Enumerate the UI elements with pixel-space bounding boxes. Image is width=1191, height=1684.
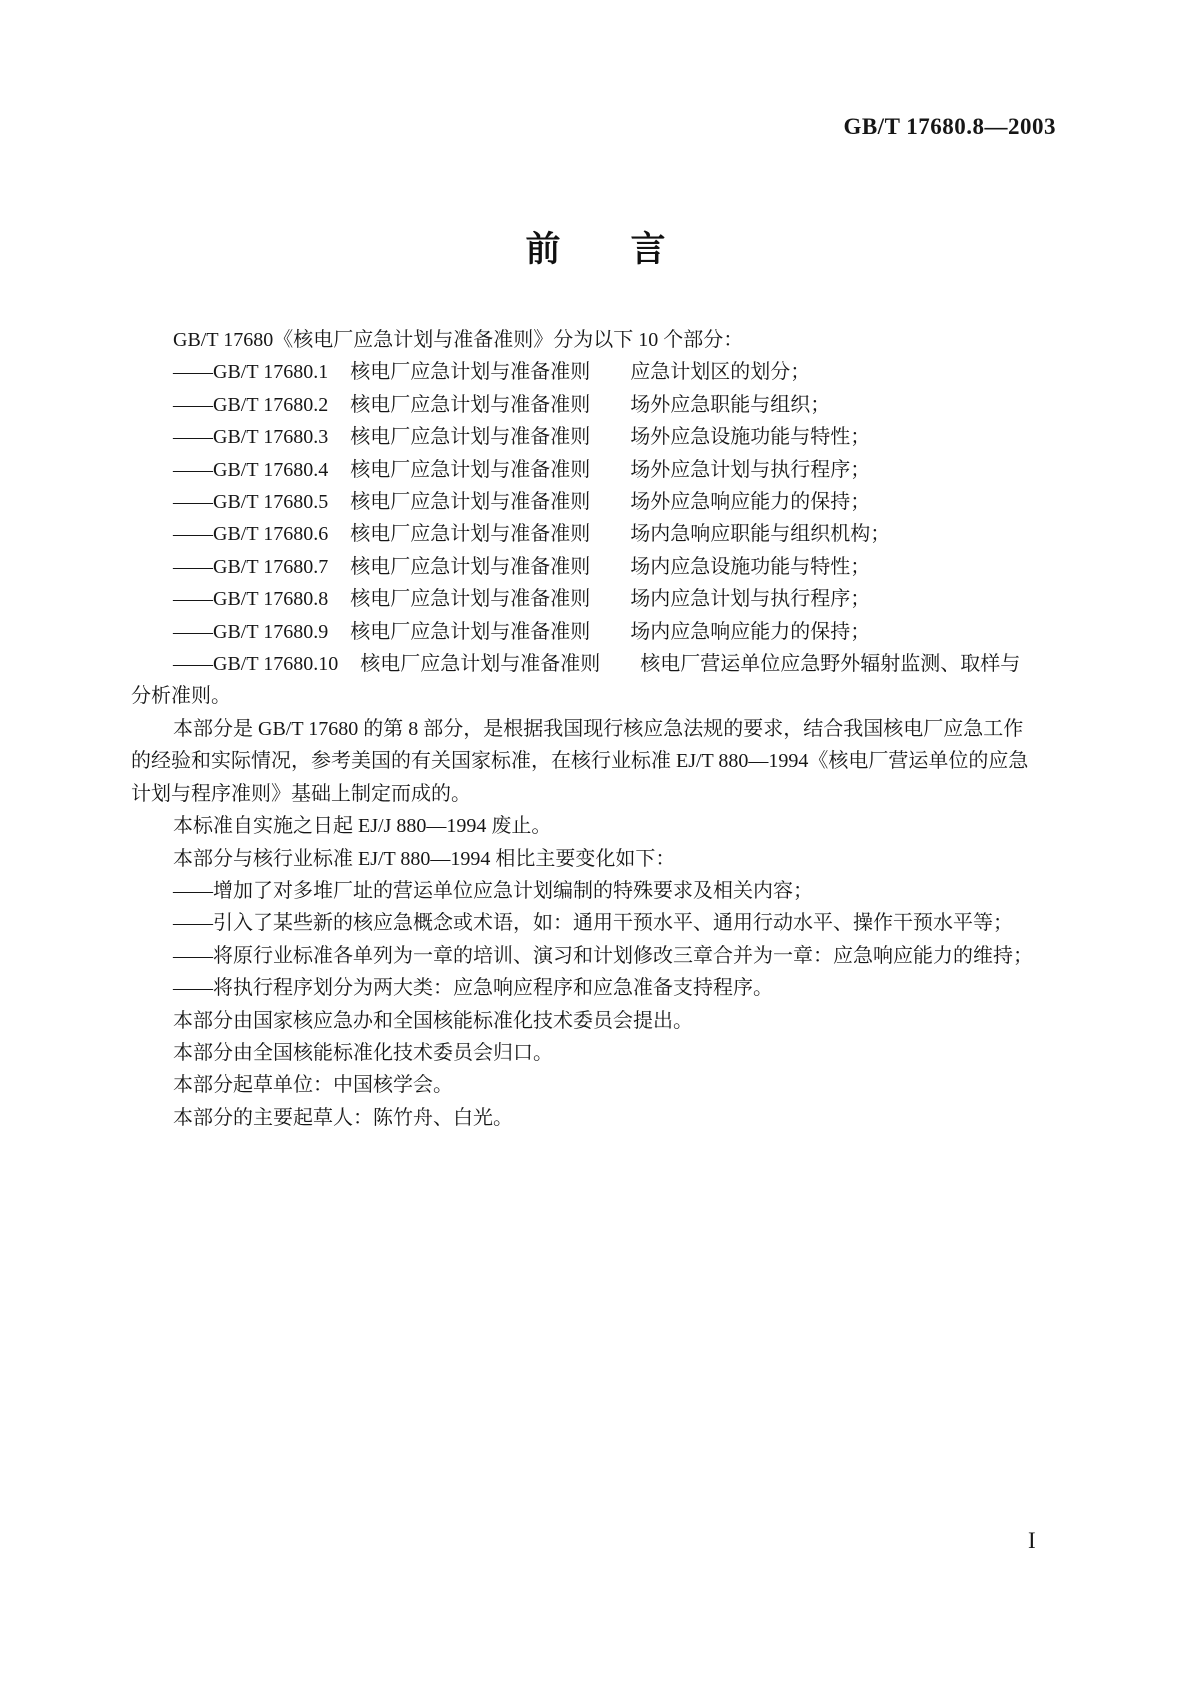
part-subtitle: 场外应急职能与组织； [630, 393, 831, 416]
part-code: GB/T 17680.10 [213, 653, 339, 676]
standard-code: GB/T 17680.8—2003 [843, 114, 1056, 139]
standard-part-item [131, 648, 1065, 680]
part-subtitle: 场内应急计划与执行程序； [630, 588, 871, 611]
standard-part-item [131, 551, 1065, 583]
foreword-line: 本部分是 GB/T 17680 的第 8 部分，是根据我国现行核应急法规的要求，结合我国核电厂应急工作 [173, 717, 1024, 740]
part-code: GB/T 17680.3 [213, 426, 329, 449]
part-dash: —— [173, 458, 213, 481]
part-code: GB/T 17680.4 [213, 458, 329, 481]
part-name: 核电厂应急计划与准备准则 [350, 555, 591, 578]
part-name: 核电厂应急计划与准备准则 [350, 620, 591, 643]
foreword-title [0, 222, 1191, 272]
part-name: 核电厂应急计划与准备准则 [360, 653, 601, 676]
part-name: 核电厂应急计划与准备准则 [350, 393, 591, 416]
part-subtitle: 场内急响应职能与组织机构； [630, 523, 891, 546]
standard-part-item [131, 356, 1065, 388]
part-dash: —— [173, 393, 213, 416]
standard-part-item [131, 486, 1065, 518]
part-subtitle: 核电厂营运单位应急野外辐射监测、取样与 [640, 653, 1021, 676]
part-code: GB/T 17680.5 [213, 491, 329, 514]
part-dash: —— [173, 523, 213, 546]
part-code: GB/T 17680.7 [213, 555, 329, 578]
part-dash: —— [173, 653, 213, 676]
part-code: GB/T 17680.1 [213, 361, 329, 384]
foreword-line: 本部分由全国核能标准化技术委员会归口。 [173, 1041, 553, 1064]
foreword-line: 本部分与核行业标准 EJ/T 880—1994 相比主要变化如下： [173, 847, 676, 870]
part-name: 核电厂应急计划与准备准则 [350, 426, 591, 449]
part-subtitle: 应急计划区的划分； [630, 361, 811, 384]
standard-part-item [131, 421, 1065, 453]
foreword-line: 计划与程序准则》基础上制定而成的。 [131, 782, 471, 805]
part-name: 核电厂应急计划与准备准则 [350, 458, 591, 481]
part-code: GB/T 17680.2 [213, 393, 329, 416]
part-name: 核电厂应急计划与准备准则 [350, 491, 591, 514]
foreword-line: 本部分由国家核应急办和全国核能标准化技术委员会提出。 [173, 1009, 693, 1032]
part-dash: —— [173, 426, 213, 449]
foreword-line: ——引入了某些新的核应急概念或术语，如：通用干预水平、通用行动水平、操作干预水平等； [173, 912, 1013, 935]
part-dash: —— [173, 588, 213, 611]
part-dash: —— [173, 555, 213, 578]
foreword-line: ——将原行业标准各单列为一章的培训、演习和计划修改三章合并为一章：应急响应能力的维持； [173, 944, 1033, 967]
standard-part-item [131, 583, 1065, 615]
foreword-line: 本部分的主要起草人：陈竹舟、白光。 [173, 1106, 513, 1129]
standard-part-item [131, 389, 1065, 421]
page-number: I [1028, 1528, 1036, 1553]
part-name: 核电厂应急计划与准备准则 [350, 361, 591, 384]
part-name: 核电厂应急计划与准备准则 [350, 588, 591, 611]
part-subtitle: 场外应急设施功能与特性； [630, 426, 871, 449]
part-code: GB/T 17680.6 [213, 523, 329, 546]
part-code: GB/T 17680.9 [213, 620, 329, 643]
foreword-line: 本部分起草单位：中国核学会。 [173, 1074, 453, 1097]
part-subtitle: 场外应急计划与执行程序； [630, 458, 871, 481]
part-dash: —— [173, 491, 213, 514]
part-subtitle: 场外应急响应能力的保持； [630, 491, 871, 514]
part-subtitle: 场内应急响应能力的保持； [630, 620, 871, 643]
part-dash: —— [173, 361, 213, 384]
foreword-line: 本标准自实施之日起 EJ/J 880—1994 废止。 [173, 815, 552, 838]
foreword-title-char-2: 言 [630, 230, 666, 269]
standard-part-item [131, 518, 1065, 550]
foreword-line: ——增加了对多堆厂址的营运单位应急计划编制的特殊要求及相关内容； [173, 879, 813, 902]
foreword-intro: GB/T 17680《核电厂应急计划与准备准则》分为以下 10 个部分： [173, 329, 744, 351]
standard-part-item [131, 616, 1065, 648]
part-subtitle: 场内应急设施功能与特性； [630, 555, 871, 578]
foreword-line: 的经验和实际情况，参考美国的有关国家标准，在核行业标准 EJ/T 880—1994《核电厂营运单位的应急 [131, 750, 1029, 773]
part-dash: —— [173, 620, 213, 643]
foreword-line: ——将执行程序划分为两大类：应急响应程序和应急准备支持程序。 [173, 977, 773, 1000]
part-name: 核电厂应急计划与准备准则 [350, 523, 591, 546]
foreword-body [131, 324, 1065, 1134]
part-code: GB/T 17680.8 [213, 588, 329, 611]
list-continuation-line: 分析准则。 [131, 685, 231, 708]
foreword-title-char-1: 前 [525, 230, 561, 269]
standard-part-item [131, 454, 1065, 486]
